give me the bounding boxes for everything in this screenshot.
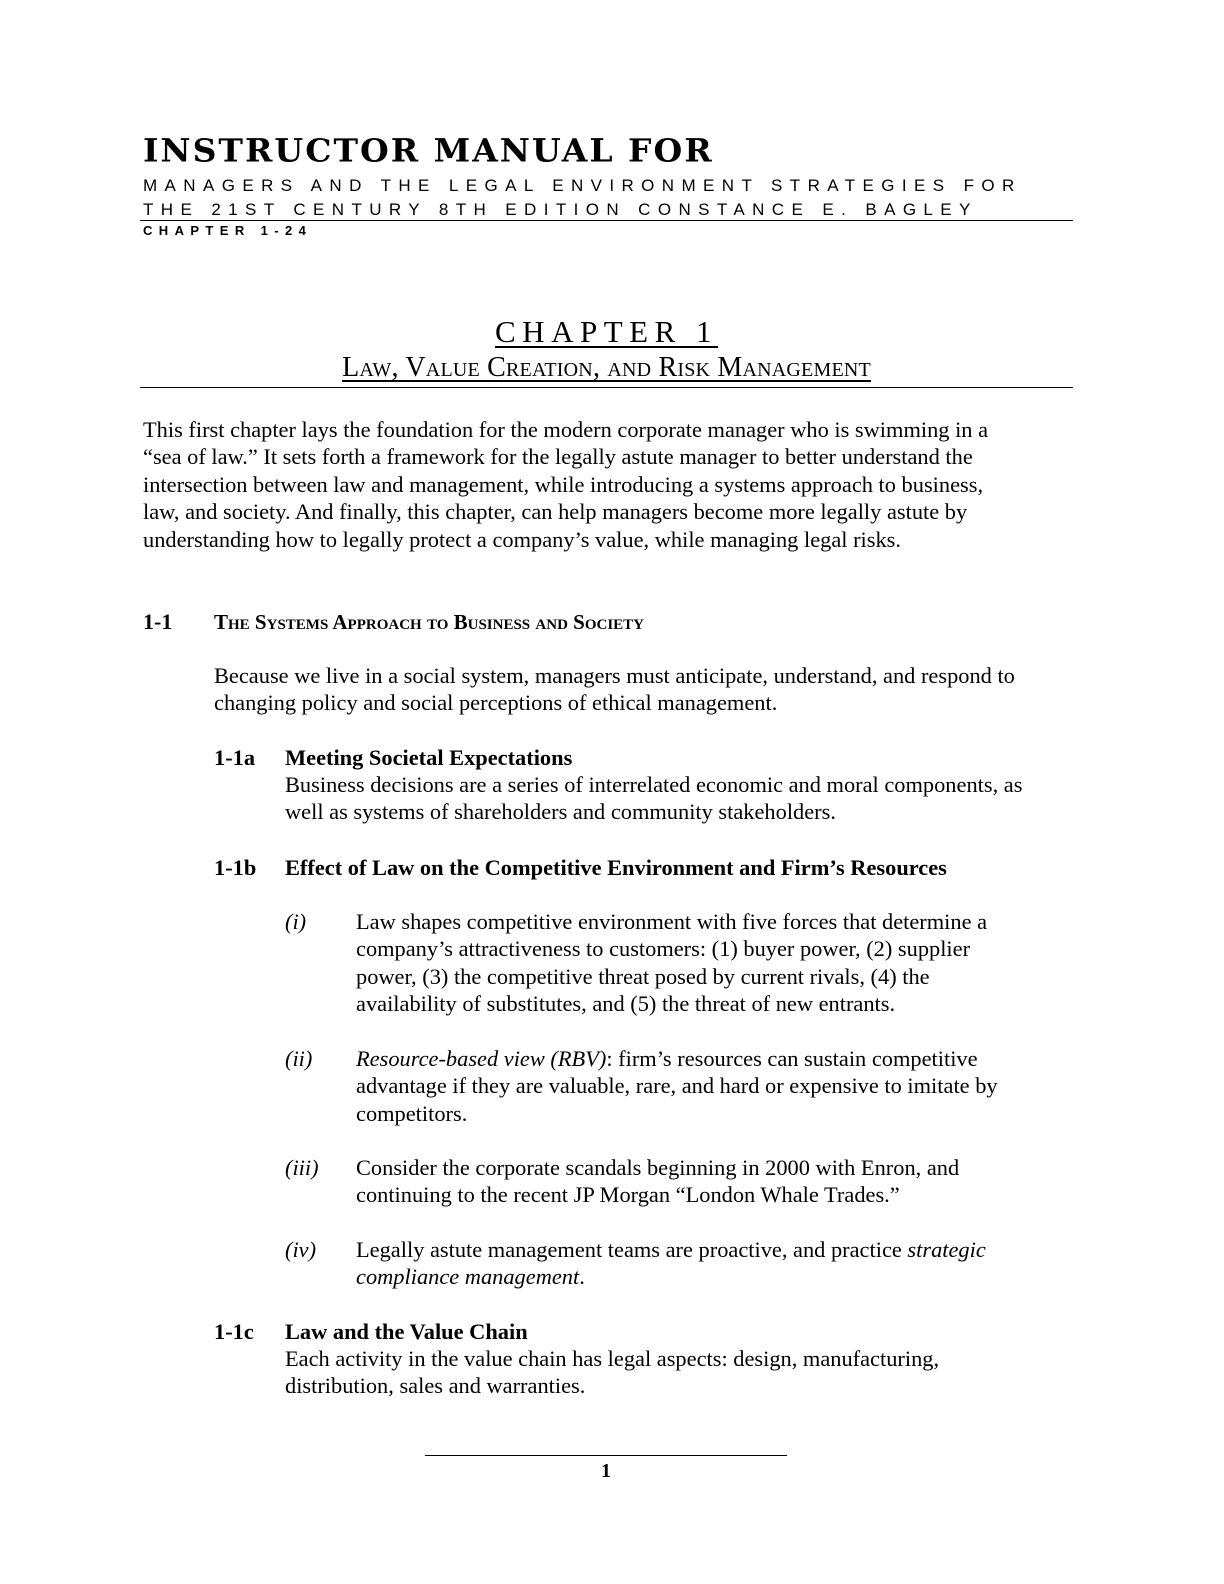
- list-item: [356, 1154, 959, 1209]
- document-subtitle: [143, 174, 1073, 222]
- list-item-number: (ii): [285, 1046, 313, 1071]
- intro-line: intersection between law and management, while introducing a systems approach to business,: [143, 471, 984, 497]
- subtitle-line: MANAGERS AND THE LEGAL ENVIRONMENT STRATEGIES FOR: [143, 176, 1022, 195]
- section-body: [214, 662, 1015, 717]
- list-item-line: advantage if they are valuable, rare, and hard or expensive to imitate by: [356, 1073, 998, 1099]
- footer-rule: [425, 1455, 787, 1456]
- term-rbv: Resource-based view (RBV): [356, 1046, 607, 1071]
- list-item-line: [356, 1045, 998, 1072]
- list-item-number: (i): [285, 909, 307, 934]
- list-item: [356, 908, 987, 1018]
- subsection-body-line: Each activity in the value chain has legal aspects: design, manufacturing,: [285, 1346, 940, 1371]
- subsection-number: 1-1b: [214, 855, 257, 880]
- list-item-line: Consider the corporate scandals beginning in 2000 with Enron, and: [356, 1155, 960, 1180]
- intro-paragraph: [143, 416, 988, 553]
- subsection-title: Law and the Value Chain: [285, 1319, 528, 1344]
- subsection-body: [285, 771, 1022, 826]
- item-period: .: [579, 1264, 585, 1290]
- list-item-number: (iii): [285, 1155, 319, 1180]
- item-lead: Legally astute management teams are proactive, and practice: [356, 1237, 908, 1262]
- subsection-number: 1-1c: [214, 1319, 254, 1344]
- intro-line: understanding how to legally protect a company’s value, while managing legal risks.: [143, 526, 901, 552]
- list-item-line: [356, 1236, 986, 1263]
- chapter-rule: [140, 387, 1073, 388]
- section-body-line: Because we live in a social system, managers must anticipate, understand, and respond to: [214, 663, 1015, 688]
- intro-line: This first chapter lays the foundation for the modern corporate manager who is swimming in a: [143, 417, 989, 442]
- section-body-line: changing policy and social perceptions of ethical management.: [214, 690, 778, 716]
- subsection-body-line: distribution, sales and warranties.: [285, 1373, 586, 1399]
- list-item-line: Law shapes competitive environment with five forces that determine a: [356, 909, 988, 934]
- list-item: [356, 1045, 998, 1127]
- intro-line: “sea of law.” It sets forth a framework for the legally astute manager to better understand the: [143, 444, 973, 470]
- page-number: 1: [601, 1460, 611, 1482]
- list-item-number: (iv): [285, 1237, 317, 1262]
- subsection-body-line: well as systems of shareholders and community stakeholders.: [285, 799, 836, 825]
- list-item: [356, 1236, 986, 1291]
- item-italic-term: compliance management: [356, 1264, 580, 1290]
- chapter-title: Law, Value Creation, and Risk Management: [342, 352, 871, 383]
- term-rest: : firm’s resources can sustain competitive: [606, 1046, 978, 1071]
- document-title: INSTRUCTOR MANUAL FOR: [143, 132, 714, 170]
- chapter-range: CHAPTER 1-24: [143, 223, 313, 238]
- list-item-line: competitors.: [356, 1100, 468, 1126]
- chapter-heading: CHAPTER 1: [495, 314, 718, 349]
- header-rule: [140, 220, 1073, 221]
- subsection-title: Effect of Law on the Competitive Environment and Firm’s Resources: [285, 855, 947, 880]
- list-item-line: availability of substitutes, and (5) the threat of new entrants.: [356, 991, 896, 1017]
- item-italic-tail: strategic: [907, 1237, 986, 1262]
- subsection-title: Meeting Societal Expectations: [285, 745, 573, 770]
- subsection-body-line: Business decisions are a series of interrelated economic and moral components, as: [285, 772, 1023, 797]
- list-item-line: continuing to the recent JP Morgan “London Whale Trades.”: [356, 1182, 900, 1208]
- list-item-line: [356, 1263, 986, 1290]
- intro-line: law, and society. And finally, this chapter, can help managers become more legally astute by: [143, 499, 968, 525]
- section-title: The Systems Approach to Business and Society: [214, 610, 645, 634]
- subsection-number: 1-1a: [214, 745, 256, 770]
- subsection-body: [285, 1345, 939, 1400]
- list-item-line: power, (3) the competitive threat posed by current rivals, (4) the: [356, 963, 930, 989]
- section-number: 1-1: [143, 609, 173, 634]
- list-item-line: company’s attractiveness to customers: (1) buyer power, (2) supplier: [356, 936, 971, 962]
- subtitle-line: THE 21ST CENTURY 8TH EDITION CONSTANCE E. BAGLEY: [143, 200, 978, 219]
